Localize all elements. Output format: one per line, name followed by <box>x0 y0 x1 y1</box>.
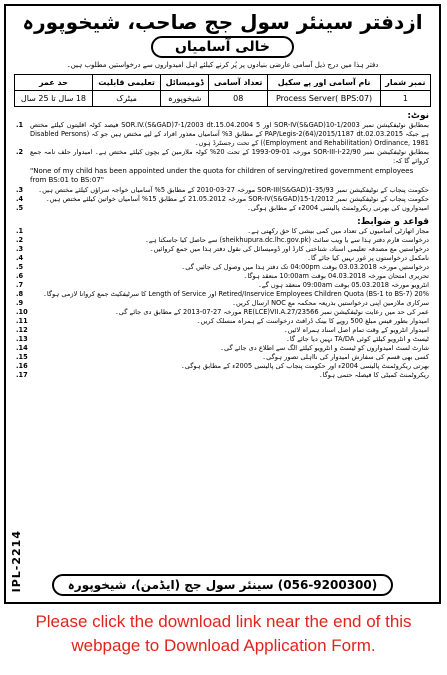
footer <box>6 574 439 596</box>
list-item-number: 17. <box>16 371 28 379</box>
cell-serial: 1 <box>380 91 430 107</box>
list-item-number: 11. <box>16 317 28 325</box>
list-item <box>16 362 429 371</box>
ipl-code: IPL-2214 <box>10 529 23 592</box>
list-item <box>16 186 429 195</box>
list-item-text: انٹرویو مورخہ 05.03.2018 بوقت 09:00am منعقد ہوں گے۔ <box>257 281 429 289</box>
list-item <box>16 204 429 213</box>
list-item-text: تحریری امتحان مورخہ 04.03.2018 بوقت 10:00am منعقد ہوگا۔ <box>243 272 429 280</box>
list-item <box>16 281 429 290</box>
list-item <box>16 254 429 263</box>
list-item-number: 3. <box>16 186 24 194</box>
vacancy-table <box>14 74 431 107</box>
affidavit-quote: "None of my child has been appointed under the quota for children of serving/retired government employees from BS:01 to BS:07" <box>30 167 414 184</box>
list-item-text: درخواستیں مورخہ 03.03.2018 بوقت 04:00pm تک دفتر ہذا میں وصول کی جائیں گی۔ <box>181 263 429 271</box>
list-item-text: مجاز اتھارٹی آسامیوں کی تعداد میں کمی بیشی کا حق رکھتی ہے۔ <box>247 227 429 235</box>
rules-heading: قواعد و ضوابط: <box>357 217 429 227</box>
download-caption <box>0 610 447 658</box>
list-item <box>16 308 429 317</box>
list-item-text: امیدواروں کی بھرتی ریکروٹمنٹ پالیسی 2004ء کے مطابق ہوگی۔ <box>246 204 429 212</box>
cell-count: 08 <box>209 91 268 107</box>
notes-heading: نوٹ: <box>407 111 429 121</box>
ad-title: ازدفتر سینئر سول جج صاحب، شیخوپورہ <box>22 10 423 34</box>
header-count: تعداد آسامی <box>209 75 268 91</box>
list-item-text: شارٹ لسٹ امیدواروں کو ٹیسٹ و انٹرویو کیلئے الگ سے اطلاع دی جائے گی۔ <box>220 344 429 352</box>
list-item-number: 14. <box>16 344 28 352</box>
cell-age: 18 سال تا 25 سال <box>15 91 93 107</box>
list-item-number: 13. <box>16 335 28 343</box>
list-item-text: درخواستیں مع مصدقہ تعلیمی اسناد، شناختی کارڈ اور ڈومیسائل کی نقول دفتر ہذا میں جمع کروائیں۔ <box>149 245 429 253</box>
header-age: حد عمر <box>15 75 93 91</box>
list-item <box>16 371 429 380</box>
caption-line-2: webpage to Download Application Form. <box>71 636 376 655</box>
table-row <box>15 91 431 107</box>
list-item <box>16 317 429 326</box>
list-item-number: 2. <box>16 236 24 244</box>
list-item-number: 6. <box>16 272 24 280</box>
list-item <box>16 121 429 148</box>
list-item-number: 7. <box>16 281 24 289</box>
cell-qualification: میٹرک <box>92 91 160 107</box>
header-post: نام آسامی اور پے سکیل <box>268 75 380 91</box>
list-item-number: 4. <box>16 254 24 262</box>
rules-list <box>6 227 439 380</box>
list-item-number: 3. <box>16 245 24 253</box>
list-item-text: امیدوار بطور فیس مبلغ 500 روپے کا بینک ڈرافٹ درخواست کے ہمراہ منسلک کریں۔ <box>196 317 429 325</box>
list-item-text: حکومت پنجاب کے نوٹیفکیشن نمبر SOR-III(S&GAD)1-35/93 مورخہ 27-03-2010 کے مطابق 5% آسامیاں خواجہ سراؤں کیلئے مختص ہیں۔ <box>38 186 429 194</box>
list-item <box>16 245 429 254</box>
issuer-contact: (056-9200300) سینئر سول جج (ایڈمن)، شیخوپورہ <box>52 574 393 596</box>
list-item-number: 10. <box>16 308 28 316</box>
list-item <box>16 344 429 353</box>
list-item-text: بمطابق نوٹیفکیشن نمبر SOR-IV(S&GAD)10-1/2003 اور SOR.IV.(S&GAD)7-1/2003 dt.15.04.2004 5 فیصد کوٹہ اقلیتوں کیلئے مختص ہے جبکہ PAP/Legis-2(64)/2015/1187 dt.02.03.2015 کے مطابق 3% آسامیاں معذور افراد کے لیے مختص ہیں جو کہ (Disabled Persons (Employment and Rehabilitation) Ordinance, 1981) کے تحت رجسٹرڈ ہوں۔ <box>30 121 429 147</box>
list-item-text: بمطابق نوٹیفکیشن نمبر SOR-III-I-22/90 مورخہ 01-09-1993 کے تحت 20% کوٹہ ملازمین کے بچوں کیلئے مختص ہے۔ امیدوار حلف نامہ جمع کروائے گا کہ: <box>30 148 429 165</box>
list-item <box>16 272 429 281</box>
list-item-number: 16. <box>16 362 28 370</box>
list-item-number: 4. <box>16 195 24 203</box>
list-item <box>16 195 429 204</box>
list-item <box>16 335 429 344</box>
list-item-number: 2. <box>16 148 24 156</box>
list-item-text: حکومت پنجاب کے نوٹیفکیشن نمبر SOR-IV(S&GAD)15-1/2012 مورخہ 21.05.2012 کے مطابق 15% آسامیاں خواتین کیلئے مختص ہیں۔ <box>45 195 429 203</box>
list-item-number: 1. <box>16 121 24 129</box>
list-item-text: نامکمل درخواستوں پر غور نہیں کیا جائے گا۔ <box>307 254 429 262</box>
list-item-text: سرکاری ملازمین اپنی درخواستیں بذریعہ محکمہ مع NOC ارسال کریں۔ <box>232 299 429 307</box>
list-item-number: 9. <box>16 299 24 307</box>
list-item-number: 5. <box>16 204 24 212</box>
cell-post: Process Server( BPS:07) <box>268 91 380 107</box>
list-item-number: 15. <box>16 353 28 361</box>
list-item-number: 1. <box>16 227 24 235</box>
header-domicile: ڈومیسائل <box>161 75 209 91</box>
list-item-text: ٹیسٹ و انٹرویو کیلئے کوئی TA/DA نہیں دیا جائے گا۔ <box>285 335 429 343</box>
subtitle-wrap <box>6 36 439 58</box>
list-item-text: بھرتی ریکروٹمنٹ پالیسی 2004ء اور حکومت پنجاب کی پالیسی 2005ء کے مطابق ہوگی۔ <box>180 362 429 370</box>
list-item-number: 5. <box>16 263 24 271</box>
list-item <box>16 290 429 299</box>
list-item-text: ریکروٹمنٹ کمیٹی کا فیصلہ حتمی ہوگا۔ <box>318 371 429 379</box>
list-item-text: درخواست فارم دفتر ہذا سے یا ویب سائٹ (sheikhupura.dc.lhc.gov.pk) سے حاصل کیا جاسکتا ہے۔ <box>144 236 429 244</box>
list-item <box>16 299 429 308</box>
job-advertisement <box>4 4 441 604</box>
list-item <box>16 263 429 272</box>
ad-subtitle: خالی آسامیاں <box>151 36 294 58</box>
caption-line-1: Please click the download link near the end of this <box>35 612 412 631</box>
list-item <box>16 227 429 236</box>
list-item <box>16 148 429 166</box>
header-qualification: تعلیمی قابلیت <box>92 75 160 91</box>
list-item-number: 12. <box>16 326 28 334</box>
list-item <box>16 353 429 362</box>
list-item <box>16 236 429 245</box>
list-item-text: Retired/Inservice Employees Children Quota (BS-1 to BS-7) 20% اور Length of Service کا سرٹیفکیٹ جمع کروانا لازمی ہوگا۔ <box>42 290 429 298</box>
notes-list <box>6 121 439 166</box>
list-item <box>16 326 429 335</box>
list-item-text: عمر کی حد میں رعایت نوٹیفکیشن نمبر 23566/RE(LCE)VII.A.27 مورخہ 27-07-2013 کے مطابق دی جائے گی۔ <box>114 308 429 316</box>
vacancy-table-header <box>15 75 431 91</box>
list-item-text: کسی بھی قسم کی سفارش امیدوار کی نااہلی تصور ہوگی۔ <box>262 353 429 361</box>
list-item-text: امیدوار انٹرویو کے وقت تمام اصل اسناد ہمراہ لائیں۔ <box>283 326 429 334</box>
list-item-number: 8. <box>16 290 24 298</box>
notes-list-continued <box>6 186 439 213</box>
cell-domicile: شیخوپورہ <box>161 91 209 107</box>
header-serial: نمبر شمار <box>380 75 430 91</box>
ad-intro: دفتر ہذا میں درج ذیل آسامی عارضی بنیادوں پر پُر کرنے کیلئے اہل امیدواروں سے درخواستیں مطلوب ہیں۔ <box>66 61 379 69</box>
